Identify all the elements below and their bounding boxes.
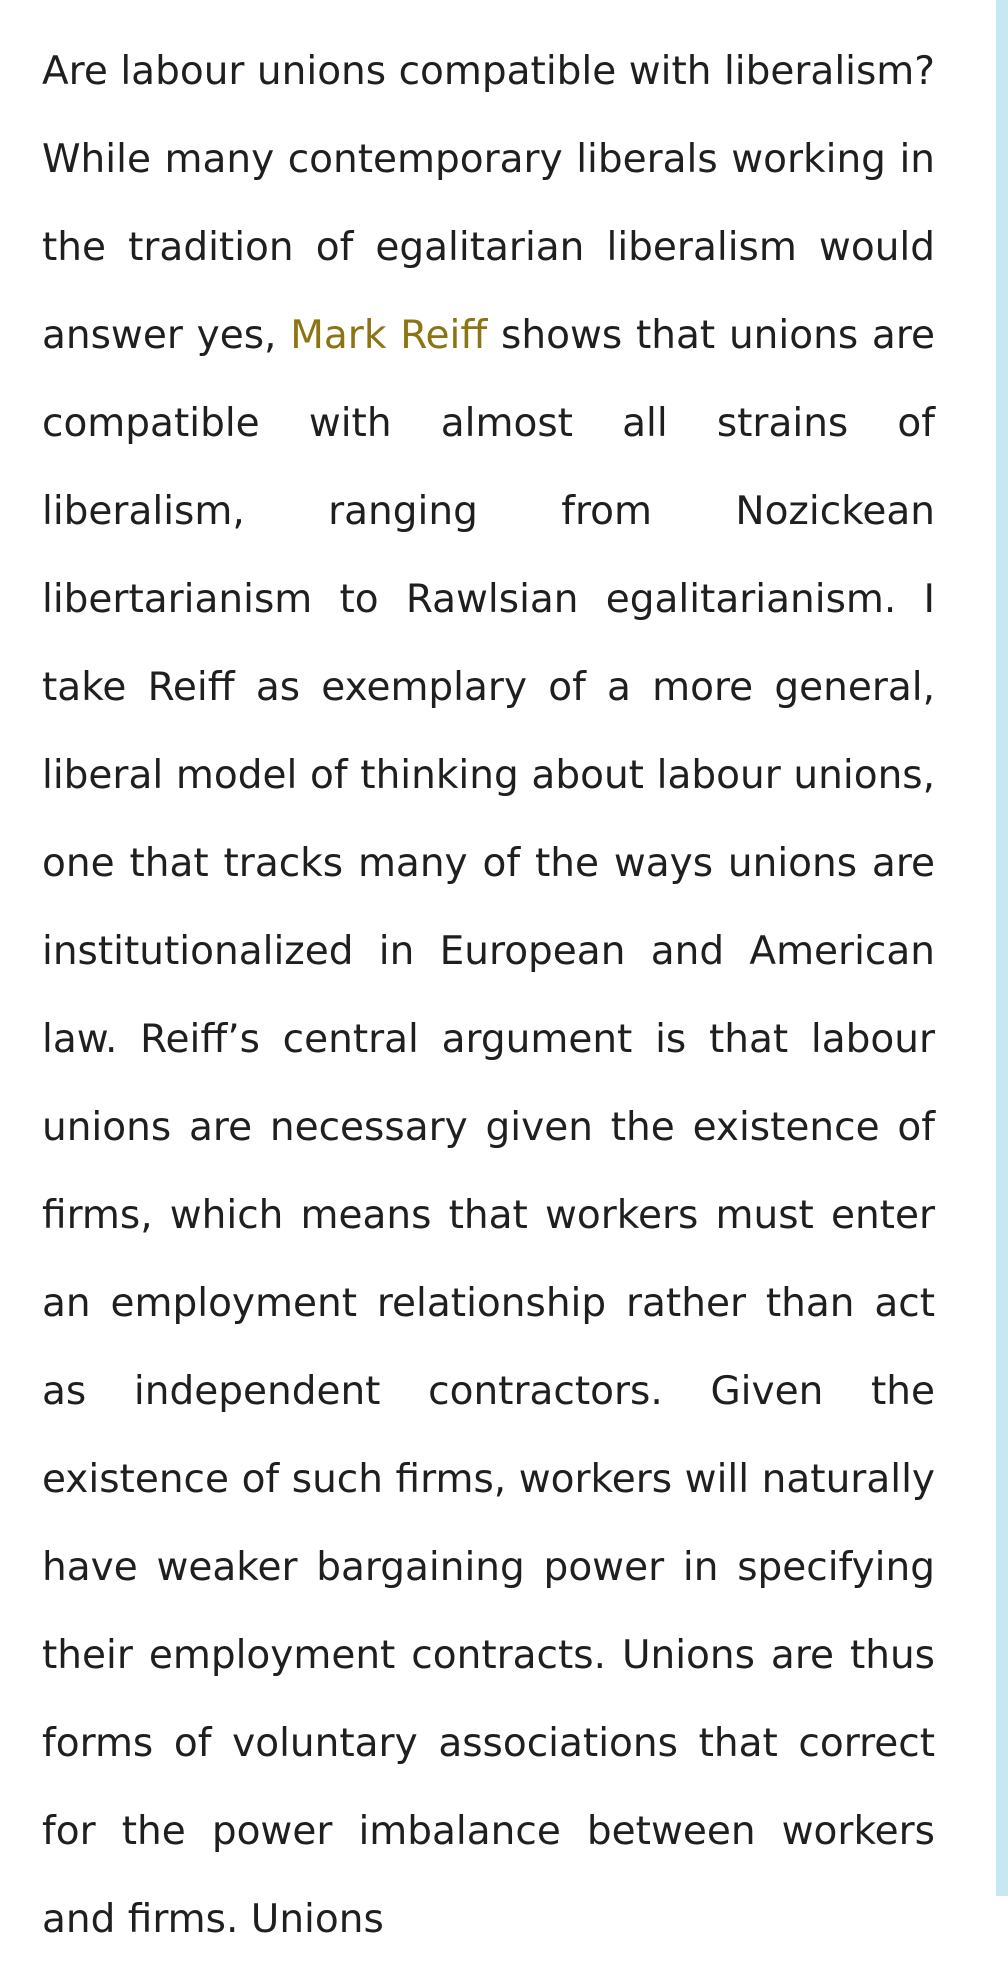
article-text-after-link: shows that unions are compatible with almost all strains of liberalism, ranging from Nozickean libertarianism to Rawlsian egalitarianism. I take Reiff as exemplary of a more general, liberal model of thinking about labour unions, one that tracks many of the ways unions are institutionalized in European and American law. Reiff’s central argument is that labour unions are necessary given the existence of firms, which means that workers must enter an employment relationship rather than act as independent contractors. Given the existence of such firms, workers will naturally have weaker bargaining power in specifying their employment contracts. Unions are thus forms of voluntary associations that correct for the power imbalance between workers and firms. Unions (42, 313, 936, 1942)
author-link[interactable]: Mark Reiff (290, 313, 488, 358)
scrollbar-track[interactable] (996, 0, 1008, 1896)
article-body-text (42, 28, 935, 1964)
article-text-before-link: Are labour unions compatible with liberalism? While many contemporary liberals working in the tradition of egalitarian liberalism would answer yes, (42, 49, 935, 358)
